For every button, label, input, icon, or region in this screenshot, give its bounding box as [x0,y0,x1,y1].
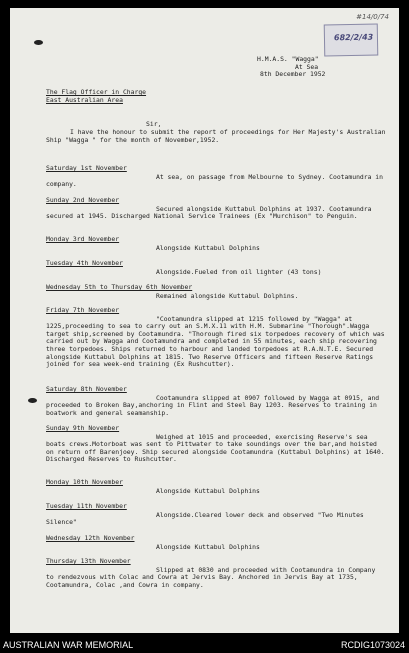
addressee [46,88,146,104]
entry-text: Cootamundra slipped at 0907 followed by Wagga at 0915, and proceeded to Broken Bay,anchoring in Flint and Steel Bay 1203. Reserves to training in boatwork and general seamanship. [46,393,380,417]
entry-date: Tuesday 11th November [46,502,127,510]
entry-date: Saturday 8th November [46,385,127,393]
log-entry [46,260,386,276]
file-stamp [324,24,379,57]
location: At Sea [295,62,319,71]
entry-text: Secured alongside Kuttabul Dolphins at 1937. Cootamundra secured at 1945. Discharged National Service Trainees (Ex "Murchison" to Penguin. [46,204,372,221]
entry-text: Remained alongside Kuttabul Dolphins. [156,291,299,300]
ship-name: H.M.A.S. "Wagga" [257,55,319,63]
entry-date: Sunday 9th November [46,424,120,432]
log-entry [46,197,386,221]
entry-date: Monday 3rd November [46,235,120,243]
letter-header [257,56,325,79]
entry-date: Wednesday 5th to Thursday 6th November [46,283,193,291]
stamp-number: 682/2/43 [333,32,374,43]
document-page [10,8,399,633]
letter-date: 8th December 1952 [260,70,326,79]
entry-text: "Cootamundra slipped at 1215 followed by "Wagga" at 1225,proceeding to sea to carry out an S.M.X.11 with H.M. Submarine "Thorough".Wagga target ship,screened by Cootamundra. "Thorough fired six torpedoes recovery of which was carried out by Wagga and Cootamundra and completed in 55 minutes, each ship recovering three torpedoes. Ships returned to harbour and landed torpedoes at R.A.N.T.E. Secured alongside Kuttabul Dolphins at 1815. Two Reserve Officers and fifteen Reserve Ratings joined for sea week-end training (Ex Rushcutter). [46,314,385,369]
log-entry [46,165,386,189]
entry-text: Alongside Kuttabul Dolphins [156,243,260,252]
intro-paragraph [46,129,386,144]
log-entry [46,386,386,417]
punch-hole [34,40,43,45]
log-entry [46,503,386,527]
entry-date: Sunday 2nd November [46,196,120,204]
log-entry [46,307,386,369]
addressee-line: East Australian Area [46,96,123,104]
entry-date: Saturday 1st November [46,164,127,172]
log-entry [46,535,386,551]
handwritten-reference: #14/0/74 [356,13,389,21]
entry-date: Thursday 13th November [46,557,131,565]
entry-text: Alongside.Fueled from oil lighter (43 tons) [156,267,322,276]
entry-text: Alongside Kuttabul Dolphins [156,542,260,551]
addressee-line: The Flag Officer in Charge [46,88,147,96]
log-entry [46,479,386,495]
log-entry [46,236,386,252]
archive-footer [0,637,409,653]
intro-text: I have the honour to submit the report of proceedings for Her Majesty's Australian Ship "Wagga " for the month of November,1952. [46,128,386,144]
entry-text: Slipped at 0830 and proceeded with Cootamundra in Company to rendezvous with Colac and Cowra at Jervis Bay. Anchored in Jervis Bay at 1735, Cootamundra, Colac ,and Cowra in company. [46,565,376,589]
entry-text: Alongside Kuttabul Dolphins [156,486,260,495]
entry-text: Alongside.Cleared lower deck and observed "Two Minutes Silence" [46,510,364,527]
entry-date: Monday 10th November [46,478,123,486]
log-entry [46,284,386,300]
salutation: Sir, [146,120,162,128]
log-entry [46,558,386,589]
entry-date: Friday 7th November [46,306,120,314]
entry-text: At sea, on passage from Melbourne to Sydney. Cootamundra in company. [46,172,384,189]
entry-text: Weighed at 1015 and proceeded, exercising Reserve's sea boats crews.Motorboat was sent to Pittwater to take soundings over the bar,and hoisted on return off Barenjoey. Ship secured alongside Cootamundra (Kuttabul Dolphins) at 1640. Discharged Reserves to Rushcutter. [46,432,385,464]
punch-hole [28,398,37,403]
archive-name: AUSTRALIAN WAR MEMORIAL [3,640,134,650]
log-entry [46,425,386,464]
entry-date: Tuesday 4th November [46,259,123,267]
entry-date: Wednesday 12th November [46,534,135,542]
record-id: RCDIG1073024 [340,640,405,650]
